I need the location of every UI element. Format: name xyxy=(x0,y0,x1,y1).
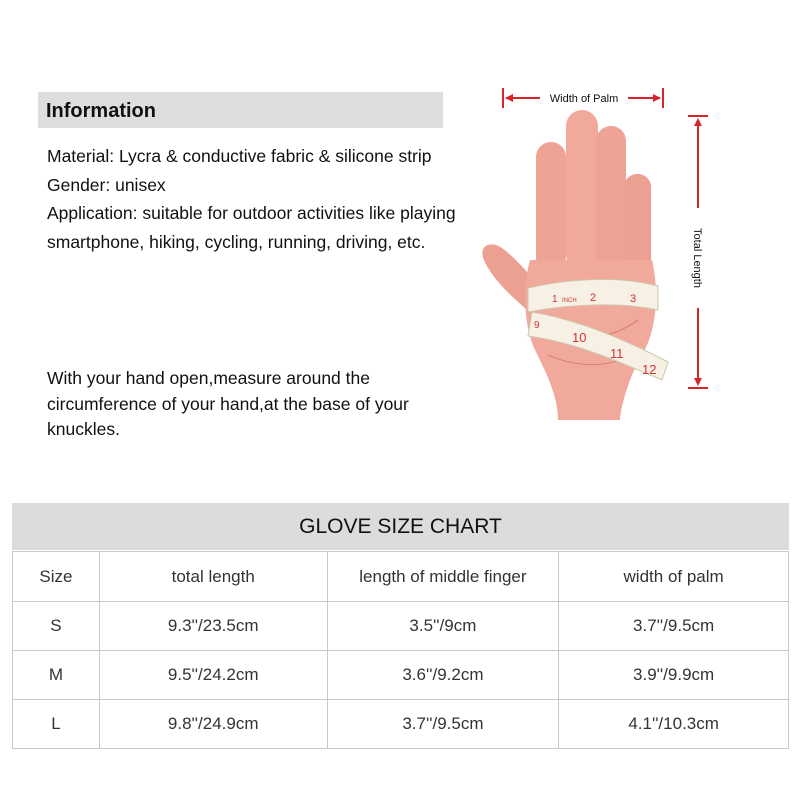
index-finger xyxy=(536,142,566,272)
glove-size-chart xyxy=(12,503,789,746)
total-length-cell: 9.5''/24.2cm xyxy=(99,651,327,700)
header-total-length: total length xyxy=(99,552,327,602)
size-cell: S xyxy=(13,602,100,651)
tape-number-3: 3 xyxy=(630,293,637,305)
tape-number-2: 2 xyxy=(590,292,597,304)
size-table xyxy=(12,551,789,749)
width-of-palm-label: Width of Palm xyxy=(549,93,619,105)
header-middle-finger: length of middle finger xyxy=(327,552,559,602)
tape-number-1: 1 xyxy=(552,294,558,305)
tape-unit: INCH xyxy=(562,298,577,304)
ring-finger xyxy=(596,126,626,276)
hand-shape xyxy=(482,110,656,420)
tape-number-12: 12 xyxy=(642,362,657,377)
total-length-cell: 9.3''/23.5cm xyxy=(99,602,327,651)
header-size: Size xyxy=(13,552,100,602)
table-header-row xyxy=(13,552,789,602)
information-body xyxy=(47,142,457,256)
palm-width-cell: 3.7''/9.5cm xyxy=(559,602,789,651)
measure-note: With your hand open,measure around the circumference of your hand,at the base of your knuckles. xyxy=(47,368,409,439)
tape-number-10: 10 xyxy=(572,330,587,345)
chart-title: GLOVE SIZE CHART xyxy=(12,503,789,550)
size-cell: M xyxy=(13,651,100,700)
tape-number-9: 9 xyxy=(534,320,540,331)
table-row xyxy=(13,602,789,651)
middle-finger-cell: 3.6''/9.2cm xyxy=(327,651,559,700)
size-cell: L xyxy=(13,700,100,749)
palm-width-cell: 4.1''/10.3cm xyxy=(559,700,789,749)
table-row xyxy=(13,700,789,749)
palm-width-cell: 3.9''/9.9cm xyxy=(559,651,789,700)
application-line: Application: suitable for outdoor activities like playing smartphone, hiking, cycling, running, driving, etc. xyxy=(47,203,456,252)
middle-finger-cell: 3.7''/9.5cm xyxy=(327,700,559,749)
total-length-cell: 9.8''/24.9cm xyxy=(99,700,327,749)
hand-measurement-diagram xyxy=(470,80,710,420)
header-width-of-palm: width of palm xyxy=(559,552,789,602)
hand-illustration xyxy=(470,80,710,420)
middle-finger xyxy=(566,110,598,270)
table-row xyxy=(13,651,789,700)
middle-finger-cell: 3.5''/9cm xyxy=(327,602,559,651)
information-title: Information xyxy=(46,100,156,122)
gender-line: Gender: unisex xyxy=(47,174,166,195)
width-of-palm-arrow xyxy=(503,88,663,108)
total-length-label: Total Length xyxy=(691,228,703,288)
total-length-arrow xyxy=(688,116,708,388)
information-header xyxy=(38,92,443,128)
material-line: Material: Lycra & conductive fabric & silicone strip xyxy=(47,146,432,166)
tape-number-11: 11 xyxy=(610,346,624,361)
